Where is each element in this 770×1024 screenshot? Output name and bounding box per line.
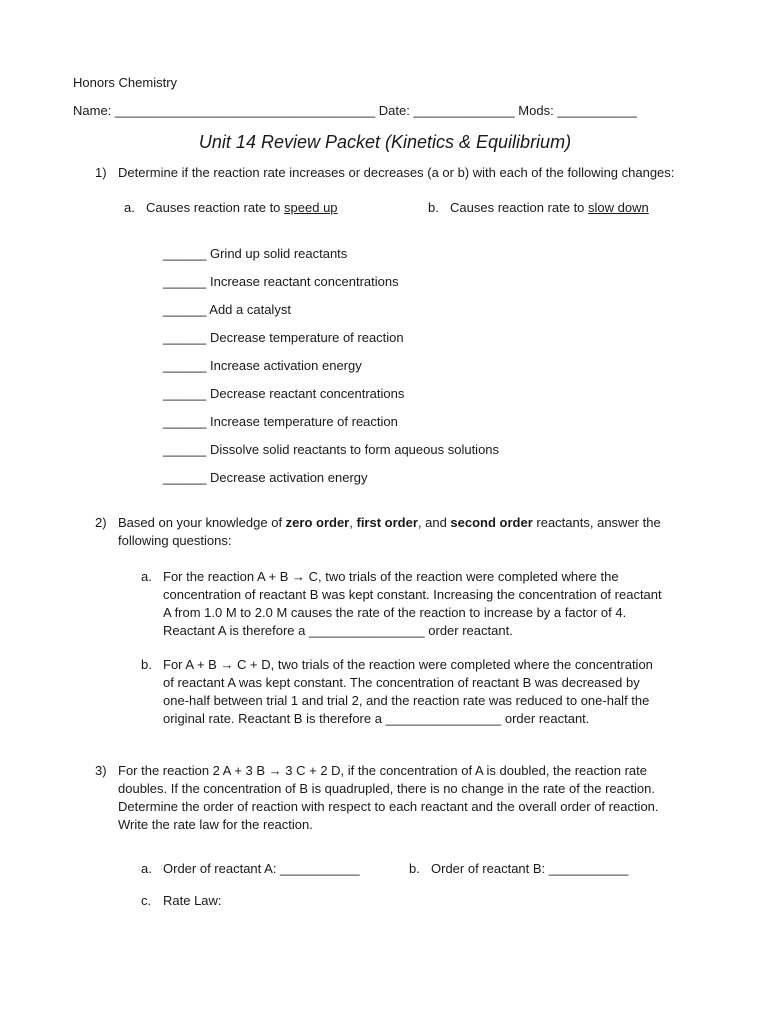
q2-a-line: A from 1.0 M to 2.0 M causes the rate of the reaction to increase by a factor of 4.	[163, 605, 627, 620]
q3-line: Determine the order of reaction with respect to each reactant and the overall order of reaction.	[118, 799, 659, 814]
q1-option-a	[146, 199, 338, 217]
q2-intro-line-2: following questions:	[118, 533, 232, 548]
q3-a-label: a.	[141, 861, 152, 876]
q2-number: 2)	[95, 515, 107, 530]
q3-b-label: b.	[409, 861, 420, 876]
q2-b-line: of reactant A was kept constant. The concentration of reactant B was decreased by	[163, 675, 640, 690]
q2-a-line: For the reaction A + B → C, two trials of the reaction were completed where the	[163, 569, 619, 584]
q2-b-line: original rate. Reactant B is therefore a ________________ order reactant.	[163, 711, 590, 726]
q3-b-text: Order of reactant B: ___________	[431, 861, 629, 876]
q1-item: ______ Dissolve solid reactants to form aqueous solutions	[163, 442, 500, 457]
q2-b-line: For A + B → C + D, two trials of the reaction were completed where the concentration	[163, 657, 653, 672]
q1-option-b-emphasis: slow down	[588, 200, 649, 215]
q1-text: Determine if the reaction rate increases or decreases (a or b) with each of the following changes:	[118, 165, 675, 180]
q1-item: ______ Decrease reactant concentrations	[163, 386, 405, 401]
q1-option-a-label: a.	[124, 200, 135, 215]
q2-first-order: first order	[356, 515, 418, 530]
q1-option-b-label: b.	[428, 200, 439, 215]
q2-b-label: b.	[141, 657, 152, 672]
q2-a-line: concentration of reactant B was kept constant. Increasing the concentration of reactant	[163, 587, 662, 602]
course-name: Honors Chemistry	[73, 75, 178, 90]
q2-intro-text: reactants, answer the	[532, 515, 661, 530]
q3-line: For the reaction 2 A + 3 B → 3 C + 2 D, if the concentration of A is doubled, the reaction rate	[118, 763, 647, 778]
q1-item: ______ Decrease activation energy	[163, 470, 368, 485]
q1-item: ______ Add a catalyst	[163, 302, 291, 317]
q1-number: 1)	[95, 165, 107, 180]
q1-option-b-prefix: Causes reaction rate to	[450, 200, 589, 215]
q3-number: 3)	[95, 763, 107, 778]
q2-b-line: one-half between trial 1 and trial 2, and the reaction rate was reduced to one-half the	[163, 693, 650, 708]
q1-option-a-prefix: Causes reaction rate to	[146, 200, 285, 215]
page-title: Unit 14 Review Packet (Kinetics & Equilibrium)	[198, 132, 572, 152]
q2-intro-text: , and	[417, 515, 451, 530]
q3-a-text: Order of reactant A: ___________	[163, 861, 360, 876]
q1-item: ______ Increase temperature of reaction	[163, 414, 398, 429]
q2-intro-line-1	[118, 514, 661, 532]
q2-second-order: second order	[450, 515, 533, 530]
name-date-mods-line: Name: ____________________________________ Date: ______________ Mods: ___________	[73, 103, 637, 118]
q3-c-label: c.	[141, 893, 152, 908]
q2-intro-text: Based on your knowledge of	[118, 515, 286, 530]
q1-option-a-emphasis: speed up	[284, 200, 338, 215]
q1-item: ______ Decrease temperature of reaction	[163, 330, 404, 345]
q3-c-text: Rate Law:	[163, 893, 222, 908]
q1-item: ______ Increase activation energy	[163, 358, 362, 373]
q1-item: ______ Grind up solid reactants	[163, 246, 348, 261]
q3-line: doubles. If the concentration of B is quadrupled, there is no change in the rate of the reaction.	[118, 781, 655, 796]
q3-line: Write the rate law for the reaction.	[118, 817, 313, 832]
q1-item: ______ Increase reactant concentrations	[163, 274, 399, 289]
q1-option-b	[450, 199, 649, 217]
q2-intro-text: ,	[349, 515, 357, 530]
q2-a-label: a.	[141, 569, 152, 584]
q2-a-line: Reactant A is therefore a ________________ order reactant.	[163, 623, 513, 638]
q2-zero-order: zero order	[285, 515, 350, 530]
